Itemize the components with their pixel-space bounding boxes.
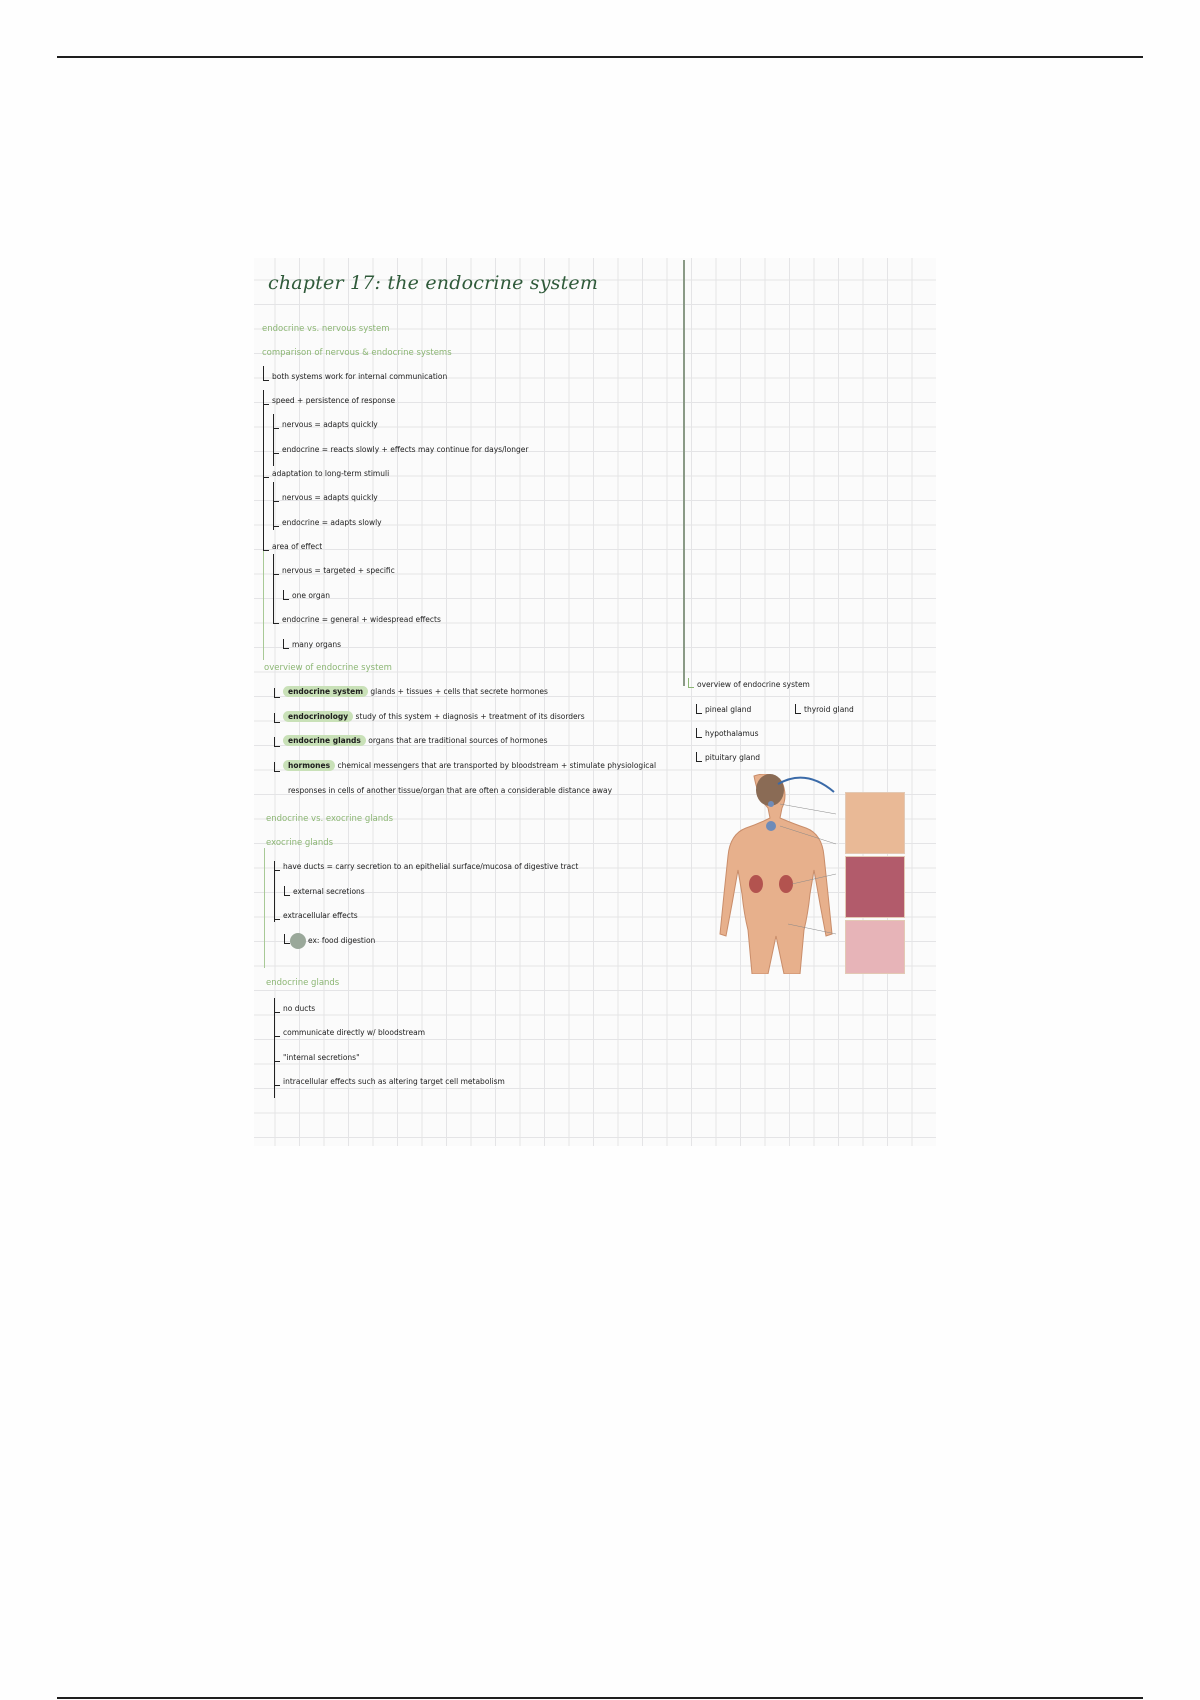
note-line: have ducts = carry secretion to an epithelial surface/mucosa of digestive tract bbox=[283, 862, 579, 871]
bullet-icon bbox=[274, 1003, 280, 1013]
section-heading: endocrine vs. nervous system bbox=[262, 324, 390, 334]
bullet-icon bbox=[274, 910, 280, 920]
note-line: communicate directly w/ bloodstream bbox=[283, 1028, 426, 1037]
column-divider bbox=[683, 260, 685, 686]
section-subheading: comparison of nervous & endocrine systems bbox=[262, 348, 452, 358]
human-body-illustration bbox=[696, 774, 846, 974]
bullet-icon bbox=[688, 678, 694, 688]
section-heading: endocrine vs. exocrine glands bbox=[266, 814, 393, 824]
subsection-heading: endocrine glands bbox=[266, 978, 340, 988]
bullet-icon bbox=[696, 752, 702, 762]
tree-line bbox=[273, 554, 274, 614]
thyroid-detail-image bbox=[845, 856, 905, 918]
term-line bbox=[283, 736, 548, 746]
bullet-icon bbox=[274, 688, 280, 698]
term-highlight: endocrine glands bbox=[283, 735, 366, 746]
note-line: no ducts bbox=[283, 1004, 316, 1013]
top-rule bbox=[57, 56, 1143, 58]
bullet-icon bbox=[283, 639, 289, 649]
term-desc: organs that are traditional sources of hormones bbox=[368, 736, 548, 745]
leader-line bbox=[780, 804, 836, 814]
bullet-icon bbox=[274, 737, 280, 747]
reproductive-detail-image bbox=[845, 920, 905, 974]
term-desc: study of this system + diagnosis + treatment of its disorders bbox=[355, 712, 585, 721]
note-line: nervous = adapts quickly bbox=[282, 493, 378, 502]
note-line bbox=[290, 933, 375, 949]
ex-highlight bbox=[290, 933, 306, 949]
note-line: hypothalamus bbox=[705, 729, 759, 738]
bullet-icon bbox=[273, 565, 279, 575]
bullet-icon bbox=[283, 590, 289, 600]
tree-line bbox=[263, 550, 264, 660]
term-line bbox=[283, 761, 656, 771]
note-line: extracellular effects bbox=[283, 911, 358, 920]
kidney-right bbox=[779, 875, 793, 893]
bullet-icon bbox=[273, 419, 279, 429]
note-line: nervous = targeted + specific bbox=[282, 566, 395, 575]
page-title: chapter 17: the endocrine system bbox=[268, 272, 599, 294]
bullet-icon bbox=[263, 395, 269, 405]
endocrine-anatomy-figure bbox=[696, 774, 908, 974]
note-line: both systems work for internal communication bbox=[272, 372, 448, 381]
note-line: nervous = adapts quickly bbox=[282, 420, 378, 429]
bullet-icon bbox=[274, 1027, 280, 1037]
term-highlight: hormones bbox=[283, 760, 335, 771]
note-line: external secretions bbox=[293, 887, 365, 896]
note-line: pineal gland bbox=[705, 705, 752, 714]
pituitary-mark bbox=[768, 801, 774, 807]
note-line: adaptation to long-term stimuli bbox=[272, 469, 390, 478]
term-desc: glands + tissues + cells that secrete hormones bbox=[370, 687, 548, 696]
note-line: endocrine = reacts slowly + effects may continue for days/longer bbox=[282, 445, 529, 454]
note-line: "internal secretions" bbox=[283, 1053, 360, 1062]
bullet-icon bbox=[273, 492, 279, 502]
bullet-icon bbox=[274, 861, 280, 871]
term-highlight: endocrinology bbox=[283, 711, 353, 722]
subsection-heading: exocrine glands bbox=[266, 838, 334, 848]
notebook-page bbox=[254, 258, 936, 1146]
bullet-icon bbox=[273, 444, 279, 454]
brain-detail-image bbox=[845, 792, 905, 854]
bullet-icon bbox=[274, 1052, 280, 1062]
ex-text: ex: food digestion bbox=[308, 936, 376, 945]
note-line: speed + persistence of response bbox=[272, 396, 396, 405]
bullet-icon bbox=[263, 541, 269, 551]
bullet-icon bbox=[795, 704, 801, 714]
bullet-icon bbox=[274, 713, 280, 723]
note-line: one organ bbox=[292, 591, 330, 600]
note-line: many organs bbox=[292, 640, 342, 649]
bullet-icon bbox=[696, 728, 702, 738]
note-line: responses in cells of another tissue/organ that are often a considerable distance away bbox=[288, 786, 613, 795]
bullet-icon bbox=[263, 371, 269, 381]
note-line: endocrine = general + widespread effects bbox=[282, 615, 441, 624]
section-heading: overview of endocrine system bbox=[264, 663, 392, 673]
bullet-icon bbox=[284, 886, 290, 896]
term-desc: chemical messengers that are transported by bloodstream + stimulate physiological bbox=[337, 761, 657, 770]
note-line: endocrine = adapts slowly bbox=[282, 518, 382, 527]
kidney-left bbox=[749, 875, 763, 893]
bullet-icon bbox=[274, 762, 280, 772]
bullet-icon bbox=[263, 468, 269, 478]
pointer-arrow bbox=[778, 778, 834, 792]
bullet-icon bbox=[273, 517, 279, 527]
bullet-icon bbox=[696, 704, 702, 714]
bottom-rule bbox=[57, 1697, 1143, 1699]
note-line: area of effect bbox=[272, 542, 323, 551]
term-line bbox=[283, 712, 585, 722]
bullet-icon bbox=[273, 614, 279, 624]
tree-line bbox=[264, 848, 265, 968]
term-line bbox=[283, 687, 548, 697]
note-line: pituitary gland bbox=[705, 753, 761, 762]
right-heading: overview of endocrine system bbox=[697, 680, 810, 689]
note-line: intracellular effects such as altering target cell metabolism bbox=[283, 1077, 505, 1086]
term-highlight: endocrine system bbox=[283, 686, 368, 697]
thyroid-mark bbox=[766, 821, 776, 831]
note-line: thyroid gland bbox=[804, 705, 854, 714]
bullet-icon bbox=[274, 1076, 280, 1086]
